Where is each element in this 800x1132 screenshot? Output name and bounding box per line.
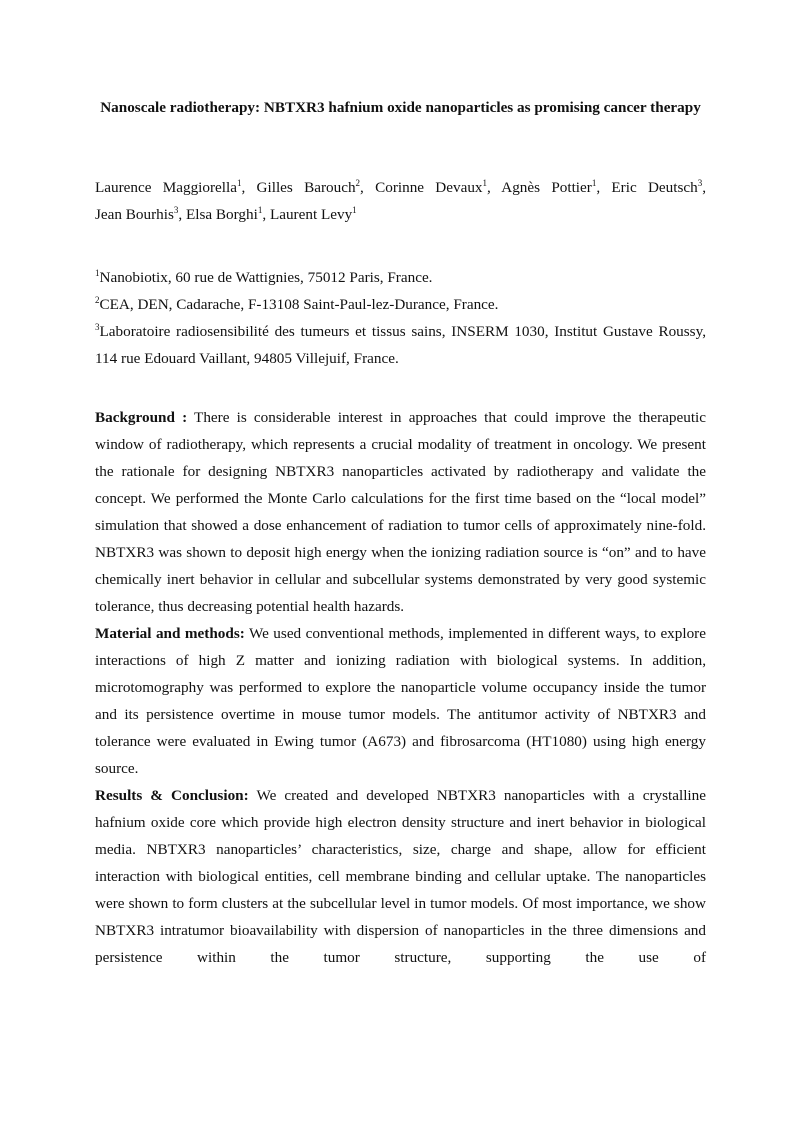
affiliation-item xyxy=(95,264,706,291)
abstract-methods xyxy=(95,620,706,782)
author-name: Corinne Devaux xyxy=(375,179,483,196)
section-body: We used conventional methods, implemented in different ways, to explore interactions of high Z matter and ionizing radiation with biological systems. In addition, microtomography was performed to explore the nanoparticle volume occupancy inside the tumor and its persistence overtime in mouse tumor models. The antitumor activity of NBTXR3 and tolerance were evaluated in Ewing tumor (A673) and fibrosarcoma (HT1080) using high energy source. xyxy=(95,625,706,777)
section-heading: Background : xyxy=(95,409,188,426)
affiliation-item xyxy=(95,318,706,372)
author-affiliation-marker: 3 xyxy=(697,178,703,188)
author-name: Gilles Barouch xyxy=(256,179,356,196)
affiliation-number: 2 xyxy=(95,295,100,305)
section-heading: Results & Conclusion: xyxy=(95,787,249,804)
author-name: Jean Bourhis xyxy=(95,206,174,223)
abstract-results xyxy=(95,782,706,971)
author-affiliation-marker: 1 xyxy=(482,178,488,188)
author-affiliation-marker: 1 xyxy=(236,178,242,188)
affiliation-number: 1 xyxy=(95,268,100,278)
author-name: Agnès Pottier xyxy=(501,179,592,196)
author-affiliation-marker: 2 xyxy=(355,178,361,188)
paper-title: Nanoscale radiotherapy: NBTXR3 hafnium oxide nanoparticles as promising cancer therapy xyxy=(100,99,701,116)
affiliation-text: Laboratoire radiosensibilité des tumeurs et tissus sains, INSERM 1030, Institut Gustave Roussy, 114 rue Edouard Vaillant, 94805 Villejuif, France. xyxy=(95,323,706,367)
section-heading: Material and methods: xyxy=(95,625,245,642)
author-name: Elsa Borghi xyxy=(185,206,258,223)
abstract-background xyxy=(95,404,706,620)
affiliation-number: 3 xyxy=(95,322,100,332)
affiliation-list xyxy=(95,264,706,372)
author-list xyxy=(95,174,706,228)
author-line-1: Laurence Maggiorella$^1$, Gilles Barouch$^2$, Corinne Devaux$^1$, Agnès Pottier$^1$, Eric Deutsch$^3$, xyxy=(95,178,707,196)
abstract xyxy=(95,404,706,971)
author-affiliation-marker: 1 xyxy=(352,205,357,215)
section-body: There is considerable interest in approaches that could improve the therapeutic window of radiotherapy, which represents a crucial modality of treatment in oncology. We present the rationale for designing NBTXR3 nanoparticles activated by radiotherapy and validate the concept. We performed the Monte Carlo calculations for the first time based on the “local model” simulation that showed a dose enhancement of radiation to tumor cells of approximately nine-fold. NBTXR3 was shown to deposit high energy when the ionizing radiation source is “on” and to have chemically inert behavior in cellular and subcellular systems demonstrated by very good systemic tolerance, thus decreasing potential health hazards. xyxy=(95,409,706,615)
author-line-2: Jean Bourhis$^3$, Elsa Borghi$^1$, Laurent Levy$^1$ xyxy=(95,205,357,223)
affiliation-text: Nanobiotix, 60 rue de Wattignies, 75012 Paris, France. xyxy=(99,269,433,286)
affiliation-item xyxy=(95,291,706,318)
author-affiliation-marker: 1 xyxy=(257,205,263,215)
author-name: Laurence Maggiorella xyxy=(95,179,237,196)
affiliation-text: CEA, DEN, Cadarache, F-13108 Saint-Paul-lez-Durance, France. xyxy=(99,296,499,313)
author-name: Laurent Levy xyxy=(269,206,353,223)
section-body: We created and developed NBTXR3 nanoparticles with a crystalline hafnium oxide core which provide high electron density structure and inert behavior in biological media. NBTXR3 nanoparticles’ characteristics, size, charge and shape, allow for efficient interaction with biological entities, cell membrane binding and cellular uptake. The nanoparticles were shown to form clusters at the subcellular level in tumor models. Of most importance, we show NBTXR3 intratumor bioavailability with dispersion of nanoparticles in the three dimensions and persistence within the tumor structure, supporting the use of xyxy=(95,787,706,966)
author-name: Eric Deutsch xyxy=(611,179,698,196)
author-affiliation-marker: 1 xyxy=(591,178,597,188)
author-affiliation-marker: 3 xyxy=(173,205,179,215)
